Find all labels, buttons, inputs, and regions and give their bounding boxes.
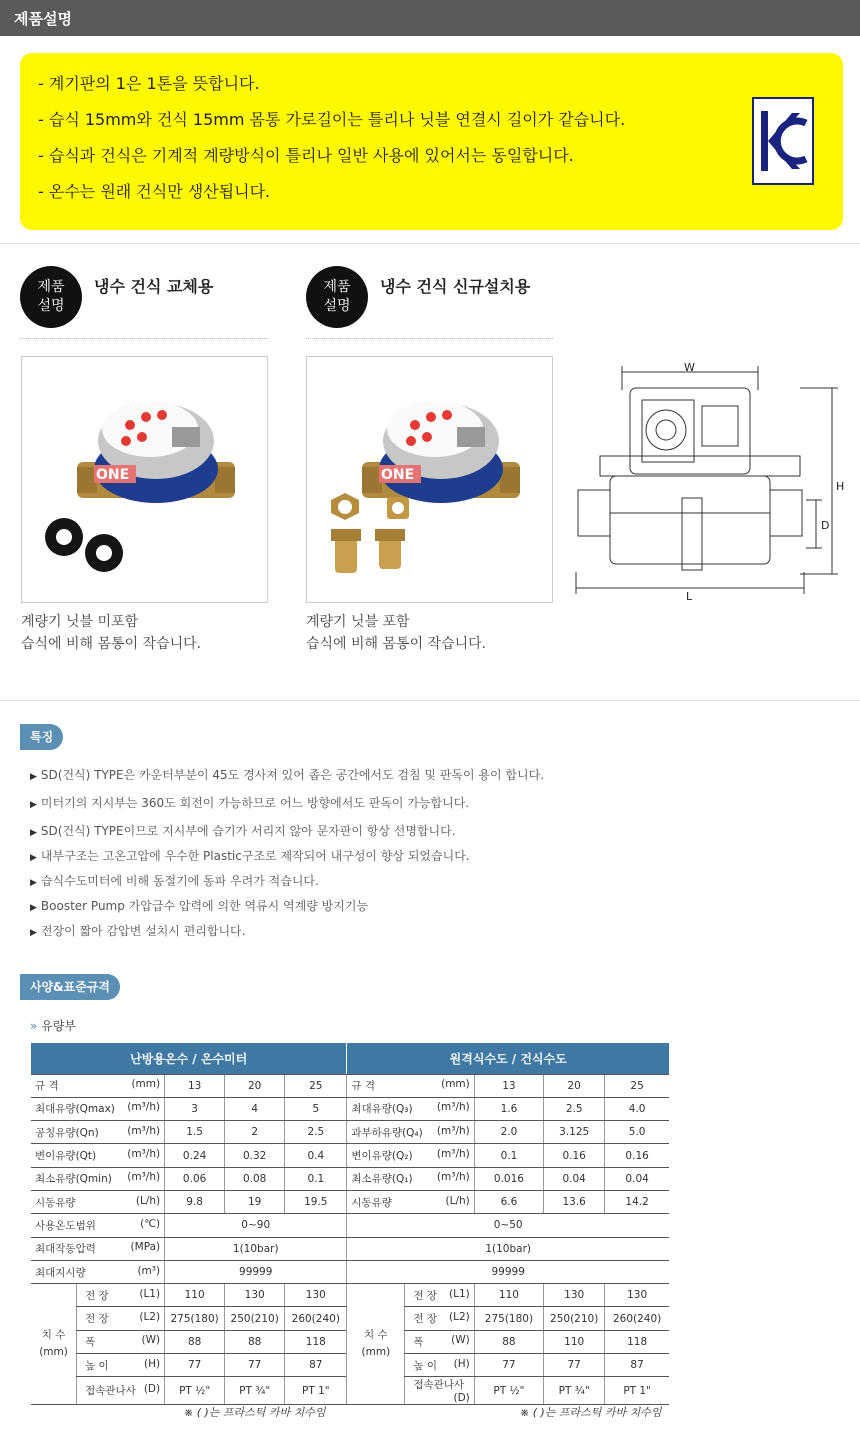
- row-label: 시동유량 (L/h): [31, 1190, 165, 1213]
- table-cell: 0.08: [225, 1167, 285, 1190]
- product-photo: [21, 356, 268, 603]
- row-label: 최소유량(Qmin) (m³/h): [31, 1167, 165, 1190]
- section-badge-features: 특징: [20, 724, 63, 750]
- table-cell: 88: [225, 1330, 285, 1353]
- product-badge: 제품 설명: [306, 266, 368, 328]
- table-header-left: 난방용온수 / 온수미터: [31, 1043, 347, 1074]
- table-row: [31, 1144, 669, 1167]
- feature-item: ▶ 미터기의 지시부는 360도 회전이 가능하므로 어느 방향에서도 판독이 가능합니다.: [30, 796, 470, 810]
- row-label: 최소유량(Q₁) (m³/h): [347, 1167, 474, 1190]
- product-caption: 계량기 닛블 미포함 습식에 비해 몸통이 작습니다.: [21, 614, 202, 652]
- table-cell: 130: [544, 1284, 605, 1307]
- header-bar: [0, 0, 860, 36]
- table-cell: 1.5: [165, 1121, 225, 1144]
- table-cell: 9.8: [165, 1190, 225, 1213]
- table-cell: 260(240): [605, 1307, 669, 1330]
- dim-label-h: H: [836, 480, 845, 493]
- table-cell: 3: [165, 1097, 225, 1120]
- table-cell: 99999: [347, 1260, 669, 1283]
- dimension-drawing: [570, 360, 850, 605]
- product-title: 냉수 건식 교체용: [94, 277, 214, 296]
- table-cell: 110: [474, 1284, 543, 1307]
- table-cell: 1(10bar): [165, 1237, 347, 1260]
- dim-label-w: W: [684, 361, 695, 374]
- table-cell: 20: [544, 1074, 605, 1097]
- divider: [0, 243, 860, 244]
- table-row: [31, 1167, 669, 1190]
- table-cell: 0.24: [165, 1144, 225, 1167]
- spec-table: [31, 1043, 669, 1405]
- row-label: 전 장 (L2): [405, 1307, 474, 1330]
- table-cell: 5: [285, 1097, 347, 1120]
- double-arrow-icon: »: [30, 1019, 38, 1033]
- table-cell: 77: [544, 1354, 605, 1377]
- section-badge-spec: 사양&표준규격: [20, 974, 120, 1000]
- table-cell: 110: [165, 1284, 225, 1307]
- table-cell: PT ¾": [225, 1377, 285, 1405]
- header-title: 제품설명: [14, 10, 72, 28]
- table-row: [31, 1074, 669, 1097]
- table-cell: 110: [544, 1330, 605, 1353]
- table-cell: 14.2: [605, 1190, 669, 1213]
- table-cell: 13: [165, 1074, 225, 1097]
- table-cell: 0.16: [605, 1144, 669, 1167]
- dim-group-label: 치 수 (mm): [347, 1284, 405, 1405]
- row-label: 전 장 (L1): [77, 1284, 165, 1307]
- row-label: 높 이 (H): [77, 1354, 165, 1377]
- row-label: 폭 (W): [77, 1330, 165, 1353]
- table-cell: 4.0: [605, 1097, 669, 1120]
- table-cell: 2.5: [544, 1097, 605, 1120]
- table-row: [31, 1190, 669, 1213]
- table-cell: 275(180): [165, 1307, 225, 1330]
- table-row: [31, 1121, 669, 1144]
- table-row: [31, 1284, 669, 1307]
- table-cell: 0~90: [165, 1214, 347, 1237]
- divider: [306, 338, 553, 339]
- table-cell: 87: [285, 1354, 347, 1377]
- table-row: [31, 1237, 669, 1260]
- row-label: 변이유량(Q₂) (m³/h): [347, 1144, 474, 1167]
- feature-item: ▶ 습식수도미터에 비해 동절기에 동파 우려가 적습니다.: [30, 874, 319, 888]
- feature-item: ▶ 전장이 짧아 감압변 설치시 편리합니다.: [30, 924, 246, 938]
- table-cell: 25: [605, 1074, 669, 1097]
- photo-watermark: ONE: [96, 467, 130, 483]
- row-label: 접속관나사 (D): [77, 1377, 165, 1405]
- product-caption: 계량기 닛블 포함 습식에 비해 몸통이 작습니다.: [306, 614, 487, 652]
- row-label: 접속관나사 (D): [405, 1377, 474, 1405]
- spec-subtitle: » 유량부: [30, 1019, 76, 1033]
- table-cell: 0.06: [165, 1167, 225, 1190]
- table-cell: 130: [225, 1284, 285, 1307]
- table-cell: 0.04: [544, 1167, 605, 1190]
- table-cell: 77: [474, 1354, 543, 1377]
- row-label: 최대지시량 (m³): [31, 1260, 165, 1283]
- table-header-right: 원격식수도 / 건식수도: [347, 1043, 669, 1074]
- table-cell: 0.4: [285, 1144, 347, 1167]
- row-label: 높 이 (H): [405, 1354, 474, 1377]
- table-cell: 0.1: [285, 1167, 347, 1190]
- table-cell: 77: [165, 1354, 225, 1377]
- table-cell: 130: [605, 1284, 669, 1307]
- table-cell: 260(240): [285, 1307, 347, 1330]
- row-label: 최대유량(Q₃) (m³/h): [347, 1097, 474, 1120]
- table-cell: 4: [225, 1097, 285, 1120]
- table-row: [31, 1260, 669, 1283]
- photo-watermark: ONE: [381, 467, 415, 483]
- table-cell: 13.6: [544, 1190, 605, 1213]
- table-cell: 2.5: [285, 1121, 347, 1144]
- table-cell: 6.6: [474, 1190, 543, 1213]
- table-cell: PT 1": [605, 1377, 669, 1405]
- table-cell: 1(10bar): [347, 1237, 669, 1260]
- table-header-row: [31, 1043, 669, 1074]
- table-cell: 87: [605, 1354, 669, 1377]
- notice-item: - 계기판의 1은 1톤을 뜻합니다.: [38, 74, 260, 93]
- table-cell: PT 1": [285, 1377, 347, 1405]
- table-cell: 88: [474, 1330, 543, 1353]
- row-label: 과부하유량(Q₄) (m³/h): [347, 1121, 474, 1144]
- table-cell: 0.016: [474, 1167, 543, 1190]
- row-label: 변이유량(Qt) (m³/h): [31, 1144, 165, 1167]
- table-cell: 118: [605, 1330, 669, 1353]
- table-cell: 19: [225, 1190, 285, 1213]
- product-title: 냉수 건식 신규설치용: [380, 277, 531, 296]
- row-label: 폭 (W): [405, 1330, 474, 1353]
- table-cell: 0.1: [474, 1144, 543, 1167]
- dim-label-d: D: [821, 519, 830, 532]
- table-cell: 13: [474, 1074, 543, 1097]
- row-label: 최대유량(Qmax) (m³/h): [31, 1097, 165, 1120]
- table-cell: 250(210): [225, 1307, 285, 1330]
- feature-item: ▶ Booster Pump 가압급수 압력에 의한 역류시 역계량 방지기능: [30, 899, 368, 913]
- row-label: 시동유량 (L/h): [347, 1190, 474, 1213]
- table-cell: 3.125: [544, 1121, 605, 1144]
- product-badge: 제품 설명: [20, 266, 82, 328]
- row-label: 사용온도범위 (℃): [31, 1214, 165, 1237]
- row-label: 규 격 (mm): [347, 1074, 474, 1097]
- table-cell: 25: [285, 1074, 347, 1097]
- table-cell: 20: [225, 1074, 285, 1097]
- row-label: 규 격 (mm): [31, 1074, 165, 1097]
- row-label: 최대작동압력 (MPa): [31, 1237, 165, 1260]
- notice-item: - 온수는 원래 건식만 생산됩니다.: [38, 182, 271, 201]
- table-cell: 2.0: [474, 1121, 543, 1144]
- feature-item: ▶ 내부구조는 고온고압에 우수한 Plastic구조로 제작되어 내구성이 향상 되었습니다.: [30, 849, 470, 863]
- table-cell: 1.6: [474, 1097, 543, 1120]
- dim-group-label: 치 수 (mm): [31, 1284, 77, 1405]
- divider: [0, 700, 860, 701]
- notice-item: - 습식 15mm와 건식 15mm 몸통 가로길이는 틀리나 닛블 연결시 길이가 같습니다.: [38, 110, 626, 129]
- table-cell: 0.04: [605, 1167, 669, 1190]
- table-cell: 0.32: [225, 1144, 285, 1167]
- notice-list: [38, 71, 625, 215]
- dim-label-l: L: [686, 590, 693, 603]
- table-cell: 5.0: [605, 1121, 669, 1144]
- table-cell: 250(210): [544, 1307, 605, 1330]
- table-cell: 88: [165, 1330, 225, 1353]
- table-cell: PT ½": [165, 1377, 225, 1405]
- kc-mark-icon: [752, 97, 814, 185]
- row-label: 전 장 (L2): [77, 1307, 165, 1330]
- feature-item: ▶ SD(건식) TYPE은 카운터부분이 45도 경사져 있어 좁은 공간에서도 검침 및 판독이 용이 합니다.: [30, 768, 545, 782]
- table-cell: 0.16: [544, 1144, 605, 1167]
- table-cell: PT ½": [474, 1377, 543, 1405]
- spec-note: ※ ( )는 프라스틱 카바 치수임: [520, 1406, 662, 1419]
- table-row: [31, 1214, 669, 1237]
- product-photo: [306, 356, 553, 603]
- table-cell: 19.5: [285, 1190, 347, 1213]
- table-cell: 99999: [165, 1260, 347, 1283]
- feature-item: ▶ SD(건식) TYPE이므로 지시부에 습기가 서리지 않아 문자판이 항상 선명합니다.: [30, 824, 456, 838]
- table-cell: 77: [225, 1354, 285, 1377]
- spec-note: ※ ( )는 프라스틱 카바 치수임: [184, 1406, 326, 1419]
- row-label: 전 장 (L1): [405, 1284, 474, 1307]
- table-cell: 0~50: [347, 1214, 669, 1237]
- notice-item: - 습식과 건식은 기계적 계량방식이 틀리나 일반 사용에 있어서는 동일합니다.: [38, 146, 574, 165]
- table-cell: 130: [285, 1284, 347, 1307]
- notice-box: [20, 53, 843, 230]
- divider: [20, 338, 267, 339]
- table-cell: 2: [225, 1121, 285, 1144]
- table-cell: 118: [285, 1330, 347, 1353]
- table-cell: PT ¾": [544, 1377, 605, 1405]
- table-row: [31, 1097, 669, 1120]
- table-cell: 275(180): [474, 1307, 543, 1330]
- row-label: 공칭유량(Qn) (m³/h): [31, 1121, 165, 1144]
